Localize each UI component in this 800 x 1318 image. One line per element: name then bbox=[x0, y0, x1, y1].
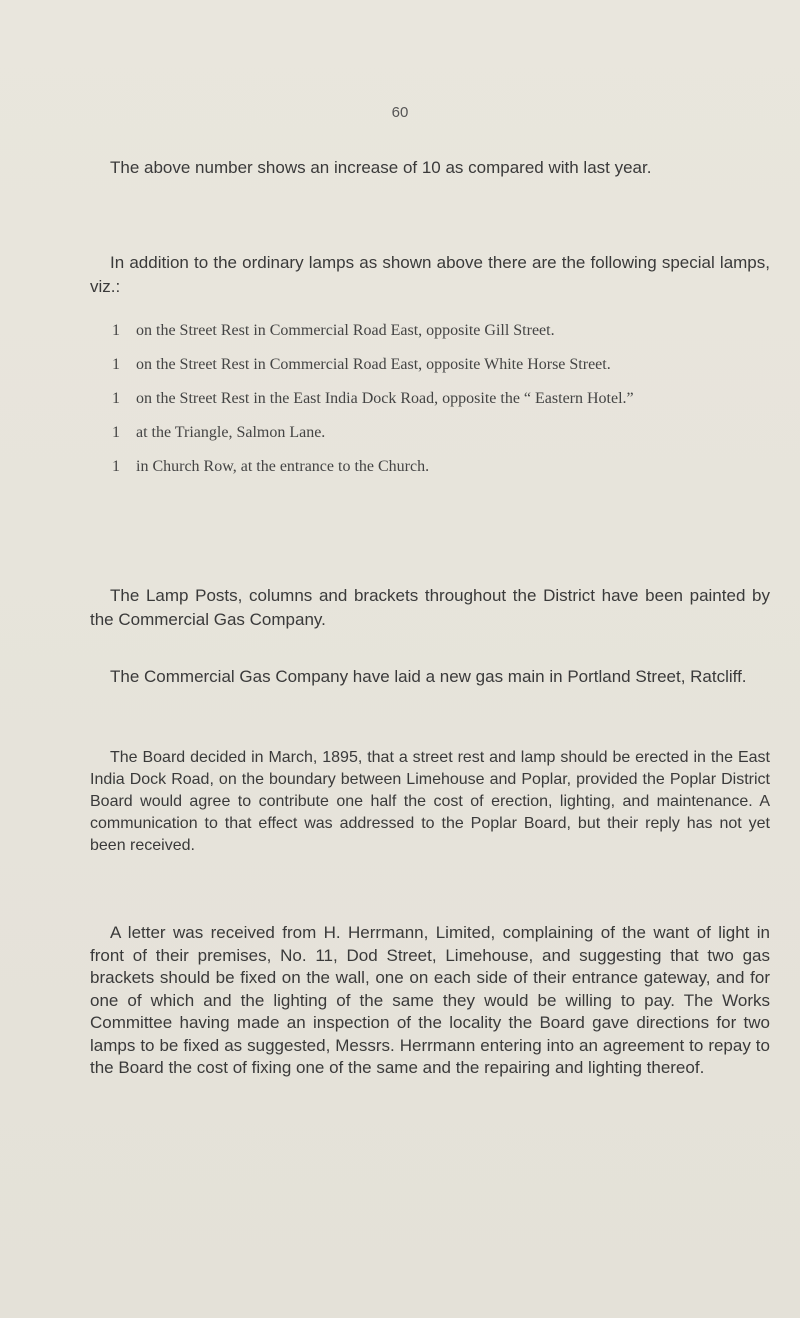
paragraph-lamp-posts-painted: The Lamp Posts, columns and brackets throughout the District have been painted by the Commercial Gas Company. bbox=[90, 586, 770, 629]
list-item bbox=[112, 388, 764, 410]
page-number: 60 bbox=[391, 104, 409, 121]
list-item bbox=[112, 354, 764, 376]
lamp-location: on the Street Rest in Commercial Road East, opposite White Horse Street. bbox=[136, 356, 611, 373]
lamp-count: 1 bbox=[112, 424, 120, 441]
lamp-location: on the Street Rest in the East India Dock Road, opposite the “ Eastern Hotel.” bbox=[136, 390, 634, 407]
lamp-count: 1 bbox=[112, 390, 120, 407]
lamp-count: 1 bbox=[112, 322, 120, 339]
list-item bbox=[112, 320, 764, 342]
lamp-location: in Church Row, at the entrance to the Church. bbox=[136, 458, 430, 475]
paragraph-herrmann-letter: A letter was received from H. Herrmann, Limited, complaining of the want of light in front of their premises, No. 11, Dod Street, Limehouse, and suggesting that two gas brackets should be fixed on the wall, one on each side of their entrance gateway, and for one of which and the lighting of the same they would be willing to pay. The Works Committee having made an inspection of the locality the Board gave directions for two lamps to be fixed as suggested, Messrs. Herrmann entering into an agreement to repay to the Board the cost of fixing one of the same and the repairing and lighting thereof. bbox=[90, 923, 770, 1077]
paragraph-increase: The above number shows an increase of 10 as compared with last year. bbox=[110, 158, 652, 177]
lamp-count: 1 bbox=[112, 356, 120, 373]
paragraph-special-lamps-intro: In addition to the ordinary lamps as shown above there are the following special lamps, viz.: bbox=[90, 253, 770, 296]
list-item bbox=[112, 456, 764, 478]
paragraph-new-gas-main: The Commercial Gas Company have laid a new gas main in Portland Street, Ratcliff. bbox=[110, 667, 747, 686]
special-lamps-list bbox=[112, 320, 764, 490]
list-item bbox=[112, 422, 764, 444]
lamp-count: 1 bbox=[112, 458, 120, 475]
lamp-location: at the Triangle, Salmon Lane. bbox=[136, 424, 326, 441]
paragraph-street-rest-decision: The Board decided in March, 1895, that a street rest and lamp should be erected in the East India Dock Road, on the boundary between Limehouse and Poplar, provided the Poplar District Board would agree to contribute one half the cost of erection, lighting, and maintenance. A communication to that effect was addressed to the Poplar Board, but their reply has not yet been received. bbox=[90, 749, 770, 854]
lamp-location: on the Street Rest in Commercial Road East, opposite Gill Street. bbox=[136, 322, 555, 339]
